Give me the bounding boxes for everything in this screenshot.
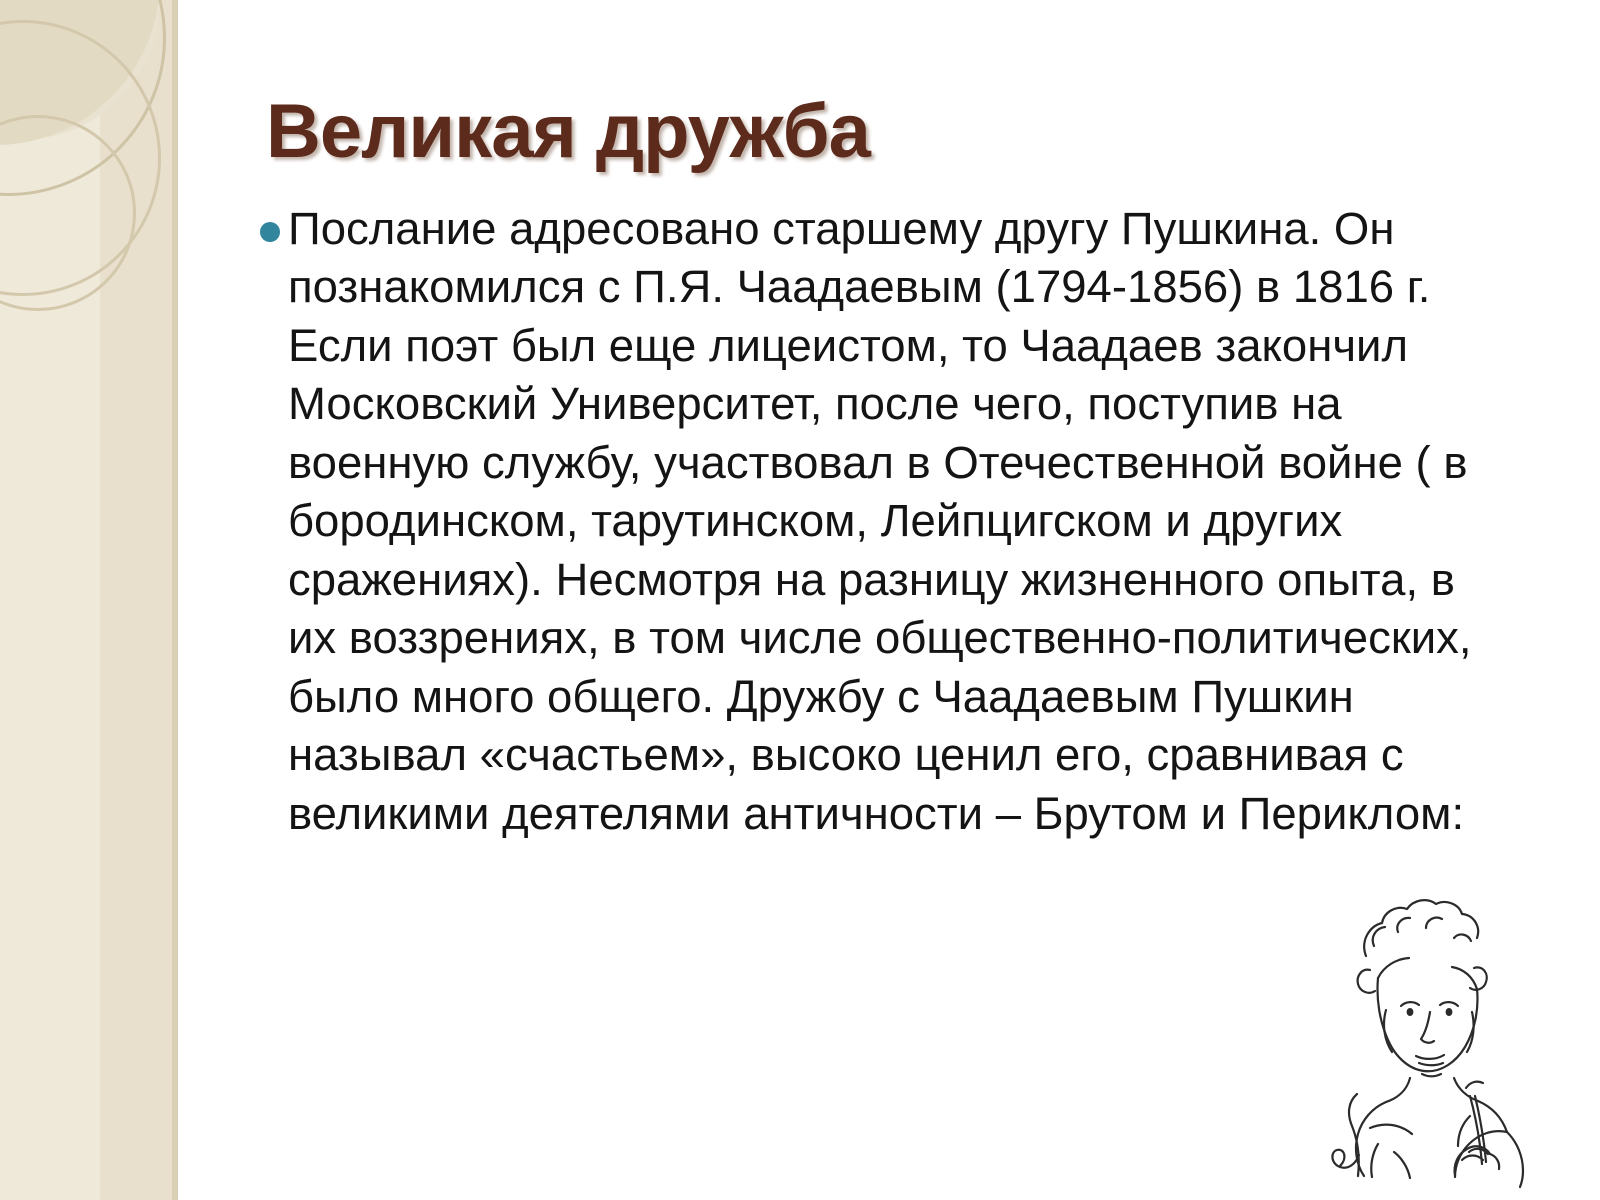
slide-title: Великая дружба (266, 89, 870, 174)
body-bullet-item (150, 200, 1480, 843)
pushkin-self-portrait-sketch (1274, 860, 1584, 1190)
body-paragraph: Послание адресовано старшему другу Пушкина. Он познакомился с П.Я. Чаадаевым (1794-1856) в 1816 г. Если поэт был еще лицеистом, то Чаадаев закончил Московский Университет, после чего, поступив на военную службу, участвовал в Отечественной войне ( в бородинском, тарутинском, Лейпцигском и других сражениях). Несмотря на разницу жизненного опыта, в их воззрениях, в том числе общественно-политических, было много общего. Дружбу с Чаадаевым Пушкин называл «счастьем», высоко ценил его, сравнивая с великими деятелями античности – Брутом и Периклом: (288, 203, 1472, 839)
bullet-point-icon (260, 222, 280, 242)
slide-content (178, 0, 1600, 1200)
